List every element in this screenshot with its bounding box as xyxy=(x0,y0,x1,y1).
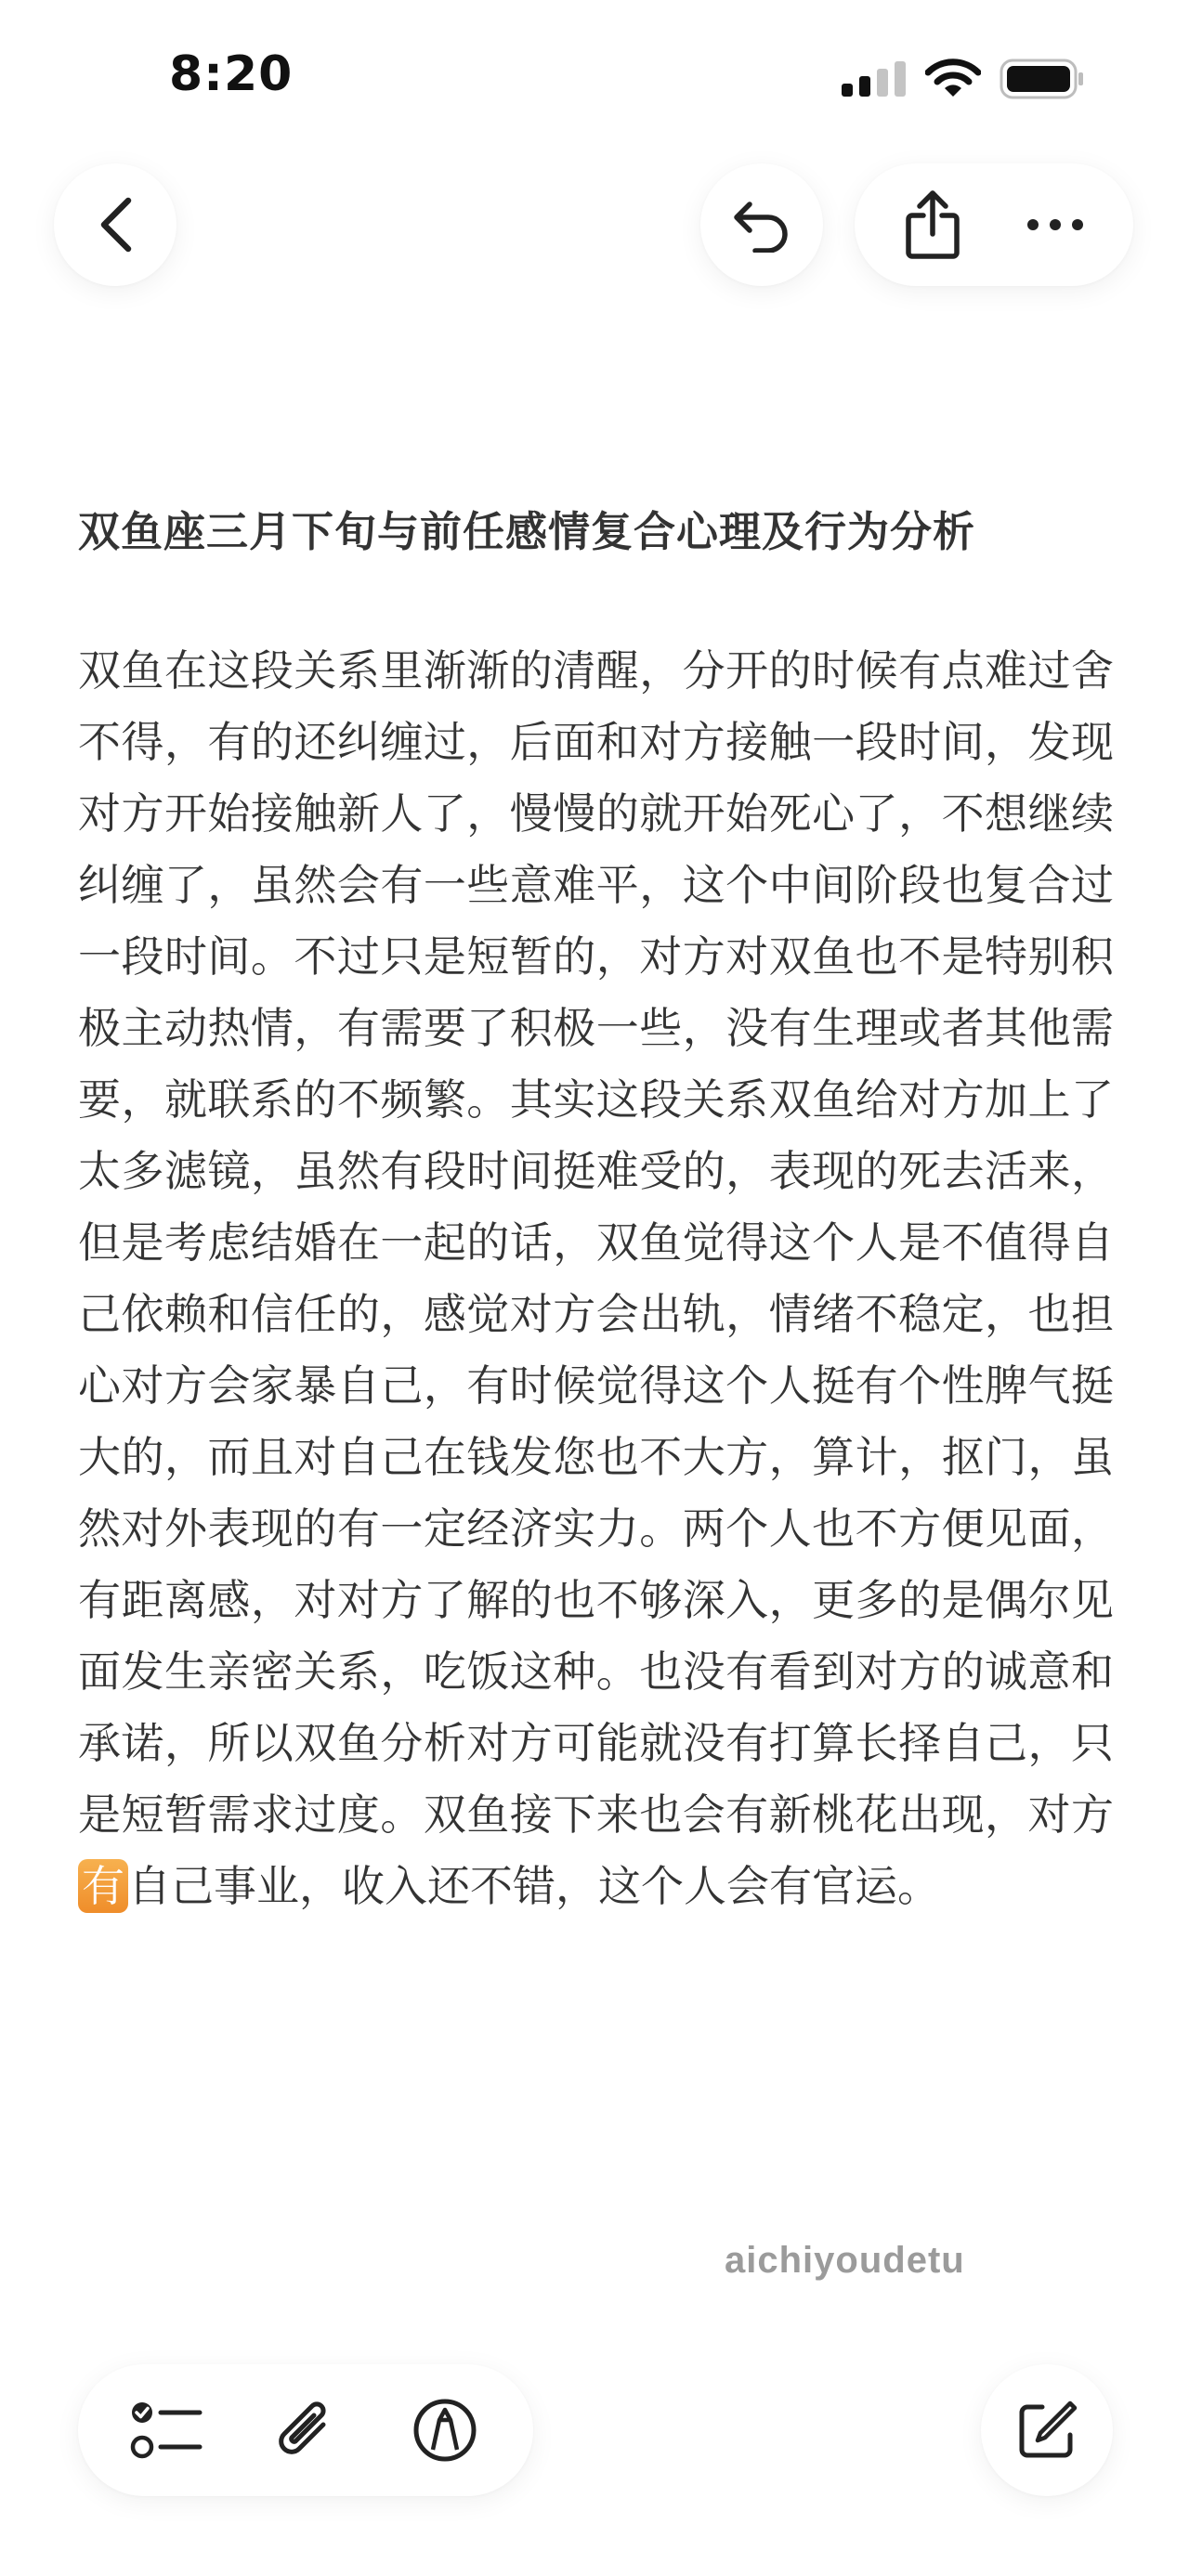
more-icon xyxy=(1026,217,1085,232)
undo-icon xyxy=(731,197,792,253)
checklist-icon xyxy=(129,2400,203,2461)
more-button[interactable] xyxy=(1004,174,1106,276)
watermark: aichiyoudetu xyxy=(725,2240,965,2281)
status-time: 8:20 xyxy=(169,46,294,102)
paperclip-icon xyxy=(275,2397,336,2464)
checklist-button[interactable] xyxy=(115,2379,217,2481)
battery-icon xyxy=(1000,58,1085,100)
compose-icon xyxy=(1014,2398,1079,2463)
highlighted-character: 有 xyxy=(78,1859,128,1913)
pen-circle-icon xyxy=(412,2398,477,2463)
note-body-text-end: 自己事业，收入还不错，这个人会有官运。 xyxy=(128,1861,940,1911)
share-icon xyxy=(903,189,962,260)
cellular-signal-icon xyxy=(842,61,908,97)
action-group xyxy=(855,163,1133,286)
undo-button[interactable] xyxy=(700,163,823,286)
share-button[interactable] xyxy=(882,174,984,276)
note-body-text: 双鱼在这段关系里渐渐的清醒，分开的时候有点难过舍不得，有的还纠缠过，后面和对方接触一段时间，发现对方开始接触新人了，慢慢的就开始死心了，不想继续纠缠了，虽然会有一些意难平，这个中间阶段也复合过一段时间。不过只是短暂的，对方对双鱼也不是特别积极主动热情，有需要了积极一些，没有生理或者其他需要，就联系的不频繁。其实这段关系双鱼给对方加上了太多滤镜，虽然有段时间挺难受的，表现的死去活来，但是考虑结婚在一起的话，双鱼觉得这个人是不值得自己依赖和信任的，感觉对方会出轨，情绪不稳定，也担心对方会家暴自己，有时候觉得这个人挺有个性脾气挺大的，而且对自己在钱发您也不大方，算计，抠门，虽然对外表现的有一定经济实力。两个人也不方便见面，有距离感，对对方了解的也不够深入，更多的是偶尔见面发生亲密关系，吃饭这种。也没有看到对方的诚意和承诺，所以双鱼分析对方可能就没有打算长择自己，只是短暂需求过度。双鱼接下来也会有新桃花出现，对方 xyxy=(78,645,1114,1840)
compose-button[interactable] xyxy=(981,2364,1113,2496)
note-body[interactable] xyxy=(78,635,1114,1922)
markup-button[interactable] xyxy=(394,2379,496,2481)
attach-button[interactable] xyxy=(255,2379,357,2481)
wifi-icon xyxy=(925,58,981,98)
back-button[interactable] xyxy=(54,163,176,286)
note-title: 双鱼座三月下旬与前任感情复合心理及行为分析 xyxy=(78,507,976,556)
bottom-toolbar xyxy=(78,2364,533,2496)
chevron-left-icon xyxy=(95,197,136,253)
